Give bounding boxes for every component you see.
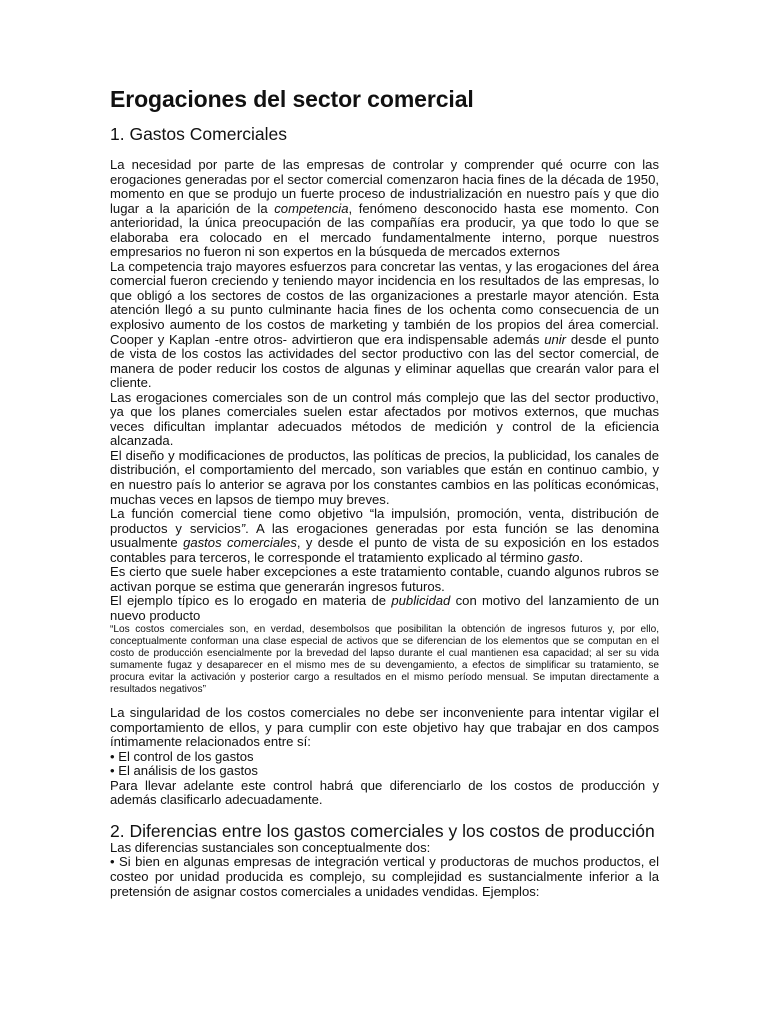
paragraph-diferenciar: Para llevar adelante este control habrá que diferenciarlo de los costos de producción y además clasificarlo adecuadamente. — [110, 777, 659, 808]
block-quote: “Los costos comerciales son, en verdad, desembolsos que posibilitan la obtención de ingresos futuros y, por ello, conceptualmente conforman una clase especial de activos que se diferencian de los elementos que se computan en el costo de producción esencialmente por la brevedad del lapso durante el cual mantienen esa capacidad; al ser su vida sumamente fugaz y desaparecer en el mismo mes de su devengamiento, a efectos de simplificar su tratamiento, se procura evitar la activación y posterior cargo a resultados en el mismo período mensual. Se imputan directamente a resultados negativos” — [110, 623, 659, 695]
section-heading-diferencias: 2. Diferencias entre los gastos comerciales y los costos de producción — [110, 820, 655, 841]
paragraph-excepciones: Es cierto que suele haber excepciones a este tratamiento contable, cuando algunos rubros se activan porque se estima que generarán ingresos futuros. — [110, 564, 659, 594]
paragraph-ejemplo-publicidad: El ejemplo típico es lo erogado en materia de publicidad con motivo del lanzamiento de un nuevo producto — [110, 593, 659, 623]
bullet-analisis-gastos: • El análisis de los gastos — [110, 763, 258, 779]
document-title: Erogaciones del sector comercial — [110, 86, 474, 112]
paragraph-funcion-comercial: La función comercial tiene como objetivo “la impulsión, promoción, venta, distribución de productos y servicios”. A las erogaciones generadas por esta función se las denomina usualmente gastos comerciales, y desde el punto de vista de su exposición en los estados contables para terceros, le corresponde el tratamiento explicado al término gasto. — [110, 506, 659, 565]
paragraph-variables-cambio: El diseño y modificaciones de productos, las políticas de precios, la publicidad, los canales de distribución, el comportamiento del mercado, son variables que están en continuo cambio, y en nuestro país lo anterior se agrava por los constantes cambios en las políticas económicas, muchas veces en lapsos de tiempo muy breves. — [110, 447, 659, 507]
document-page — [110, 84, 659, 899]
bullet-control-gastos: • El control de los gastos — [110, 748, 254, 764]
paragraph-control-complejo: Las erogaciones comerciales son de un control más complejo que las del sector productivo, ya que los planes comerciales suelen estar afectados por motivos externos, que muchas veces dificultan implantar adecuados métodos de medición y control de la eficiencia alcanzada. — [110, 389, 659, 449]
paragraph-singularidad: La singularidad de los costos comerciales no debe ser inconveniente para intentar vigilar el comportamiento de ellos, y para cumplir con este objetivo hay que trabajar en dos campos íntimamente relacionados entre sí: — [110, 705, 659, 750]
bullet-integracion-vertical: • Si bien en algunas empresas de integración vertical y productoras de muchos productos, el costeo por unidad producida es complejo, su complejidad es sustancialmente inferior a la pretensión de asignar costos comerciales a unidades vendidas. Ejemplos: — [110, 854, 659, 899]
paragraph-competencia: La competencia trajo mayores esfuerzos para concretar las ventas, y las erogaciones del área comercial fueron creciendo y teniendo mayor incidencia en los resultados de las empresas, lo que obligó a los sectores de costos de las organizaciones a prestarle mayor atención. Esta atención llegó a su punto culminante hacia fines de los ochenta como consecuencia de un explosivo aumento de los costos de marketing y también de los propios del área comercial. Cooper y Kaplan -entre otros- advirtieron que era indispensable además unir desde el punto de vista de los costos las actividades del sector productivo con las del sector comercial, de manera de poder reducir los costos de algunas y eliminar aquellas que crearán valor para el cliente. — [110, 258, 659, 391]
paragraph-diferencias-intro: Las diferencias sustanciales son conceptualmente dos: — [110, 839, 431, 855]
section-heading-gastos-comerciales: 1. Gastos Comerciales — [110, 124, 288, 144]
paragraph-origen-erogaciones: La necesidad por parte de las empresas de controlar y comprender qué ocurre con las erogaciones generadas por el sector comercial comenzaron hacia fines de la década de 1950, momento en que se produjo un fuerte proceso de industrialización en nuestro país y que dio lugar a la aparición de la competencia, fenómeno desconocido hasta ese momento. Con anterioridad, la única preocupación de las compañías era producir, ya que todo lo que se elaboraba era colocado en el mercado fundamentalmente interno, porque nuestros empresarios no fueron ni son expertos en la búsqueda de mercados externos — [110, 157, 660, 260]
